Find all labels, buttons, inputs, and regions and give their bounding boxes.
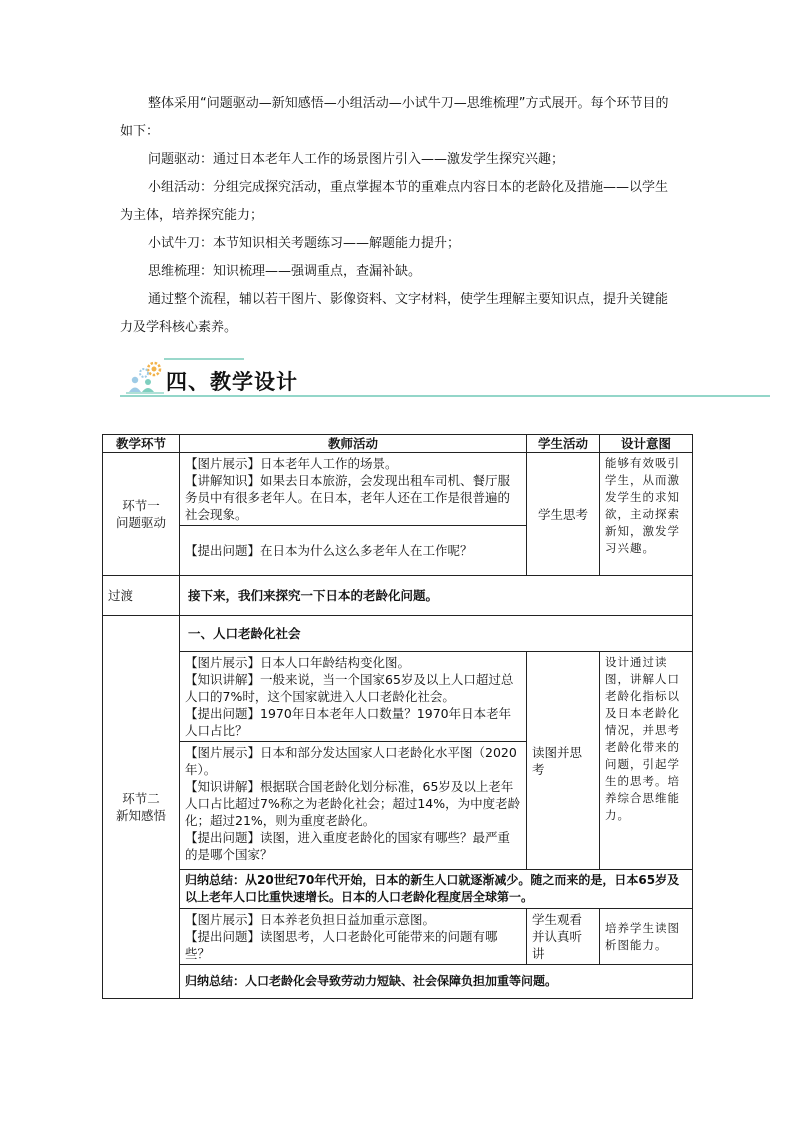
stage-2-student-b: 学生观看并认真听讲 — [527, 909, 600, 965]
section-heading — [120, 356, 770, 400]
transition-label: 过渡 — [103, 576, 180, 616]
stage-1-student: 学生思考 — [527, 453, 600, 576]
heading-top-rule — [164, 358, 244, 360]
table-row — [103, 616, 693, 652]
intro-paragraph-1: 整体采用“问题驱动—新知感悟—小组活动—小试牛刀—思维梳理”方式展开。每个环节目的如下： — [120, 96, 669, 139]
table-row — [103, 576, 693, 616]
stage-2-teacher-c: 【图片展示】日本养老负担日益加重示意图。 【提出问题】读图思考，人口老龄化可能带来的问题有哪些？ — [180, 909, 527, 965]
stage-1-line-1: 环节一 — [122, 498, 160, 513]
section-title: 四、教学设计 — [166, 370, 298, 394]
table-header-row — [103, 435, 693, 453]
table-row — [103, 909, 693, 965]
header-design-intent: 设计意图 — [600, 435, 693, 453]
intro-paragraph-5: 思维梳理：知识梳理——强调重点，查漏补缺。 — [148, 264, 422, 279]
stage-2-summary-b: 归纳总结：人口老龄化会导致劳动力短缺、社会保障负担加重等问题。 — [180, 965, 693, 999]
table-row — [103, 870, 693, 909]
stage-2-subtitle: 一、人口老龄化社会 — [180, 616, 693, 652]
stage-2-student-a: 读图并思考 — [527, 652, 600, 870]
stage-1-label — [103, 453, 180, 576]
heading-underline — [120, 395, 770, 397]
stage-2-intent-a: 设计通过读图，讲解人口老龄化指标以及日本老龄化情况，并思考老龄化带来的问题，引起学生的思考。培养综合思维能力。 — [600, 652, 693, 870]
intro-paragraph-6: 通过整个流程，辅以若干图片、影像资料、文字材料，使学生理解主要知识点，提升关键能力及学科核心素养。 — [120, 292, 669, 335]
table-row — [103, 965, 693, 999]
stage-1-teacher-b: 【提出问题】在日本为什么这么多老年人在工作呢？ — [180, 526, 527, 576]
stage-2-teacher-b: 【图片展示】日本和部分发达国家人口老龄化水平图（2020年）。 【知识讲解】根据联合国老龄化划分标准，65岁及以上老年人口占比超过7%称之为老龄化社会；超过14%，为中度老龄化；超过21%，则为重度老龄化。 【提出问题】读图，进入重度老龄化的国家有哪些？最严重的是哪个国家？ — [180, 742, 527, 870]
stage-1-teacher-a: 【图片展示】日本老年人工作的场景。 【讲解知识】如果去日本旅游，会发现出租车司机、餐厅服务员中有很多老年人。在日本，老年人还在工作是很普遍的社会现象。 — [180, 453, 527, 526]
stage-2-summary-a: 归纳总结：从20世纪70年代开始，日本的新生人口就逐渐减少。随之而来的是，日本65岁及以上老年人口比重快速增长。日本的人口老龄化程度居全球第一。 — [180, 870, 693, 909]
intro-paragraph-2: 问题驱动：通过日本老年人工作的场景图片引入——激发学生探究兴趣； — [148, 152, 565, 167]
intro-paragraph-4: 小试牛刀：本节知识相关考题练习——解题能力提升； — [148, 236, 461, 251]
stage-1-line-2: 问题驱动 — [115, 515, 166, 530]
header-teacher-activity: 教师活动 — [180, 435, 527, 453]
stage-1-intent: 能够有效吸引学生，从而激发学生的求知欲，主动探索新知，激发学习兴趣。 — [600, 453, 693, 576]
teaching-design-table — [102, 434, 693, 999]
stage-2-label — [103, 616, 180, 999]
stage-2-line-1: 环节二 — [122, 791, 160, 806]
gears-people-icon — [124, 360, 166, 394]
stage-2-teacher-a: 【图片展示】日本人口年龄结构变化图。 【知识讲解】一般来说，当一个国家65岁及以上人口超过总人口的7%时，这个国家就进入人口老龄化社会。 【提出问题】1970年日本老年人口数量？1970年日本老年人口占比？ — [180, 652, 527, 742]
transition-text: 接下来，我们来探究一下日本的老龄化问题。 — [180, 576, 693, 616]
table-row — [103, 453, 693, 526]
intro-paragraph-3: 小组活动：分组完成探究活动，重点掌握本节的重难点内容日本的老龄化及措施——以学生为主体，培养探究能力； — [120, 180, 669, 223]
header-stage: 教学环节 — [103, 435, 180, 453]
table-row — [103, 652, 693, 742]
stage-2-line-2: 新知感悟 — [115, 808, 166, 823]
stage-2-intent-b: 培养学生读图析图能力。 — [600, 909, 693, 965]
intro-text — [120, 90, 680, 342]
header-student-activity: 学生活动 — [527, 435, 600, 453]
